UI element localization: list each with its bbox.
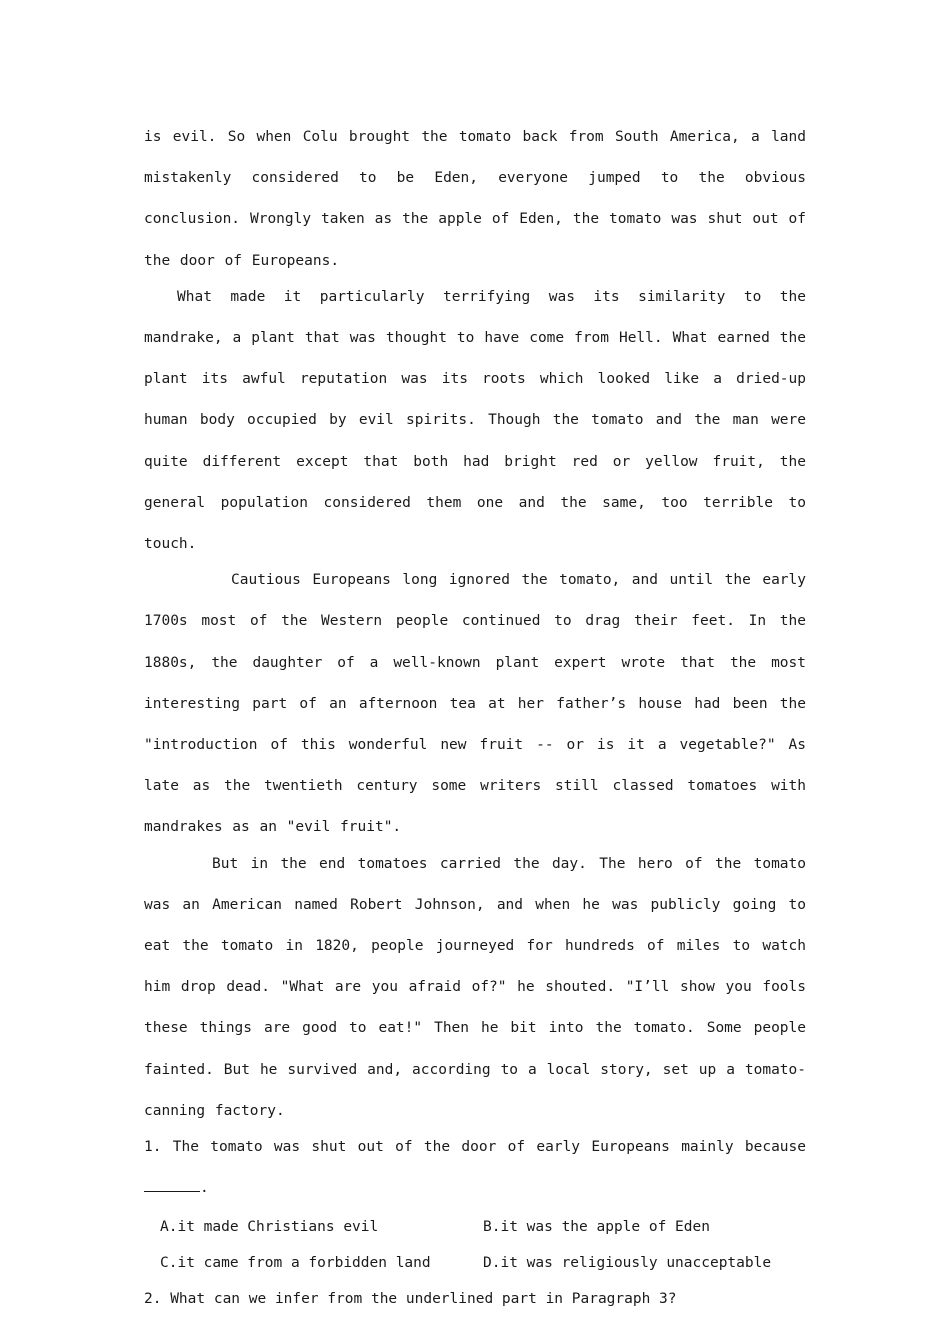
- paragraph-1: is evil. So when Colu brought the tomato back from South America, a land mistakenly considered to be Eden, everyone jumped to the obvious conclusion. Wrongly taken as the apple of Eden, the tomato was shut out of the door of Europeans.: [144, 129, 806, 269]
- option-b: B.it was the apple of Eden: [483, 1219, 710, 1236]
- options-row-1: [160, 1209, 806, 1245]
- document-page: [144, 117, 806, 1317]
- question-1: [144, 1127, 806, 1209]
- question-1-stem-end: .: [200, 1180, 209, 1197]
- paragraph-2: What made it particularly terrifying was its similarity to the mandrake, a plant that was thought to have come from Hell. What earned the plant its awful reputation was its roots which looked like a dried-up human body occupied by evil spirits. Though the tomato and the man were quite different except that both had bright red or yellow fruit, the general population considered them one and the same, too terrible to touch.: [144, 288, 806, 553]
- answer-blank: [144, 1177, 200, 1192]
- option-d: D.it was religiously unacceptable: [483, 1255, 772, 1272]
- question-1-stem: 1. The tomato was shut out of the door of early Europeans mainly because: [144, 1139, 806, 1156]
- paragraph-3: Cautious Europeans long ignored the tomato, and until the early 1700s most of the Western people continued to drag their feet. In the 1880s, the daughter of a well-known plant expert wrote that the most interesting part of an afternoon tea at her father’s house had been the "introduction of this wonderful new fruit -- or is it a vegetable?" As late as the twentieth century some writers still classed tomatoes with mandrakes as an "evil fruit".: [144, 572, 806, 836]
- options-row-2: [160, 1245, 806, 1281]
- question-1-options: [144, 1209, 806, 1281]
- option-c: C.it came from a forbidden land: [160, 1255, 431, 1272]
- question-2: 2. What can we infer from the underlined part in Paragraph 3?: [144, 1291, 677, 1308]
- paragraph-4: But in the end tomatoes carried the day. The hero of the tomato was an American named Robert Johnson, and when he was publicly going to eat the tomato in 1820, people journeyed for hundreds of miles to watch him drop dead. "What are you afraid of?" he shouted. "I’ll show you fools these things are good to eat!" Then he bit into the tomato. Some people fainted. But he survived and, according to a local story, set up a tomato-canning factory.: [144, 855, 806, 1119]
- option-a: A.it made Christians evil: [160, 1219, 379, 1236]
